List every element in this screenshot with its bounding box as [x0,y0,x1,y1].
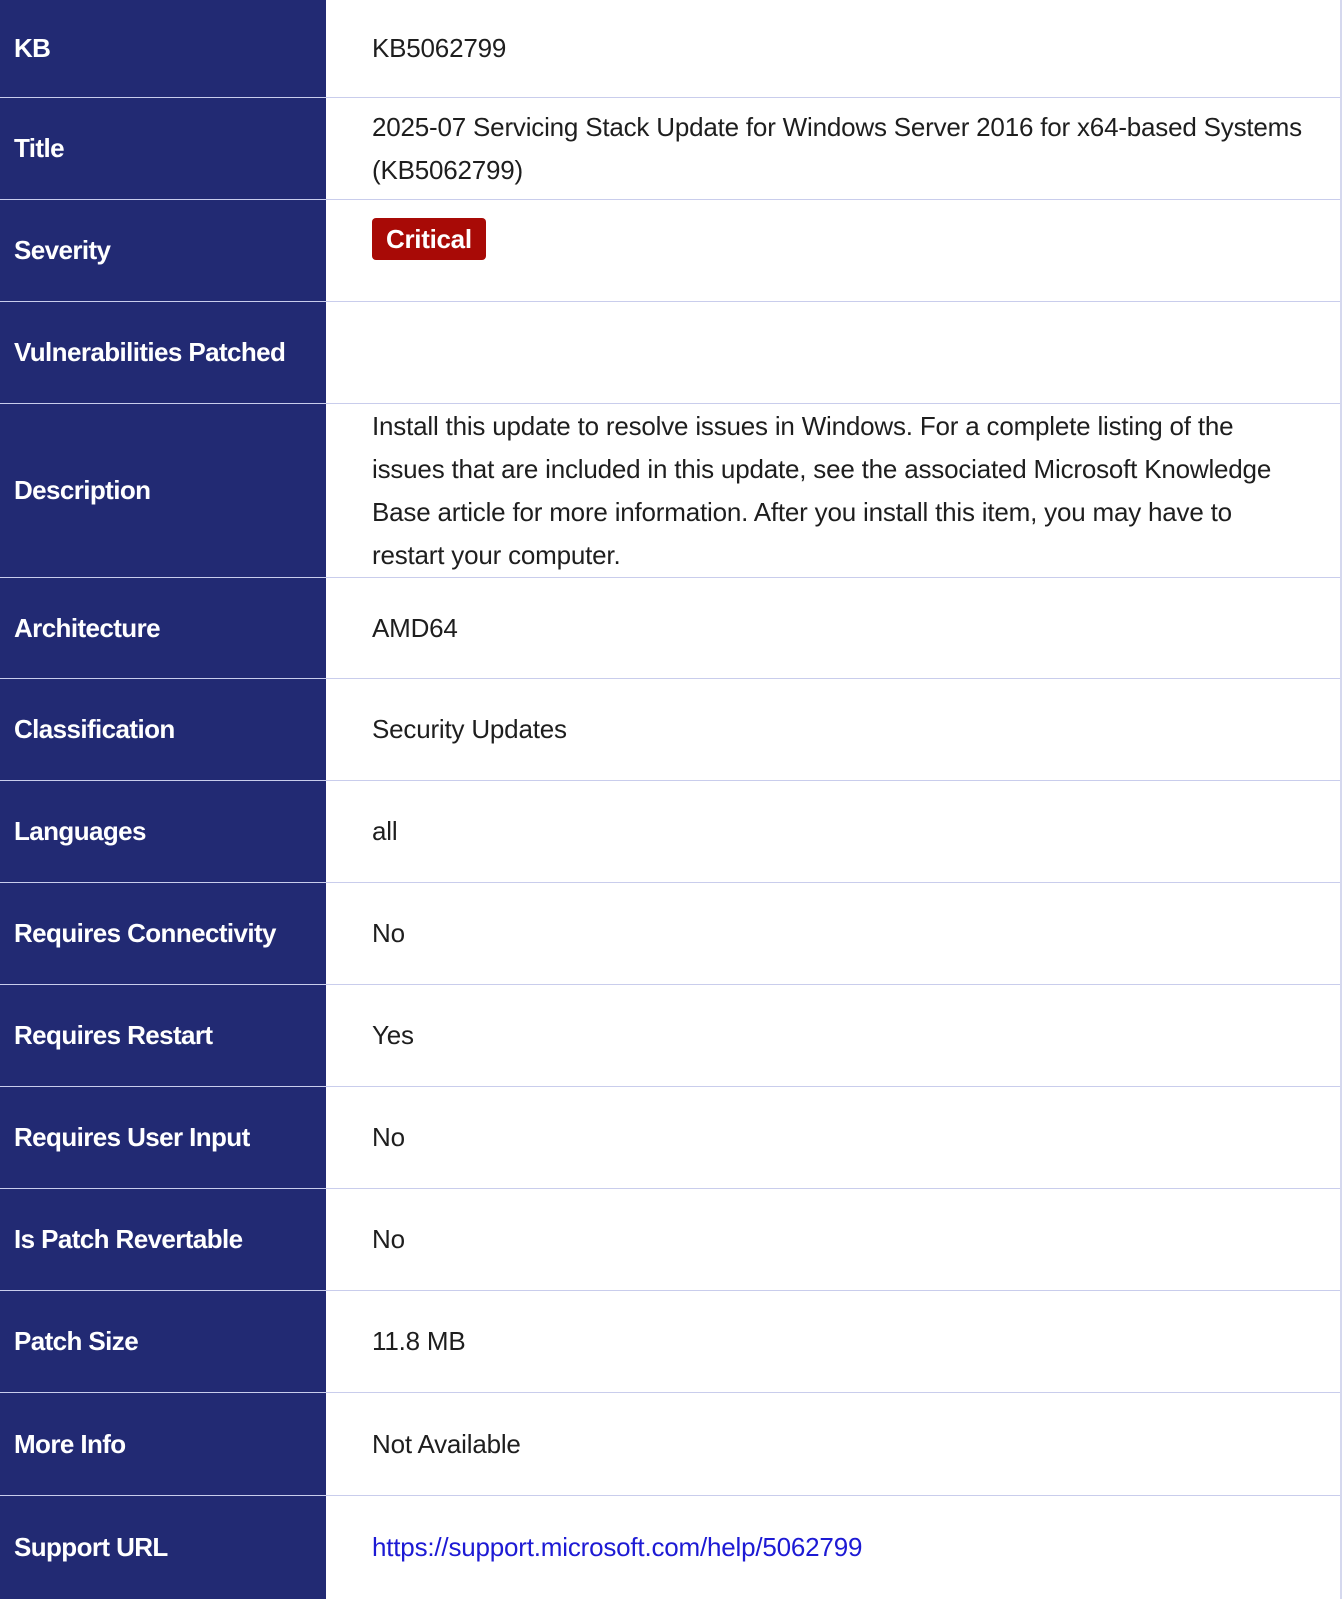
row-architecture [0,578,1340,679]
row-classification [0,679,1340,781]
row-value: Security Updates [372,714,567,744]
row-label: Vulnerabilities Patched [0,302,328,403]
row-value: 2025-07 Servicing Stack Update for Windows Server 2016 for x64-based Systems (KB5062799) [372,111,1302,185]
row-label: Severity [0,200,328,301]
severity-badge: Critical [372,218,486,260]
row-label: Requires User Input [0,1087,328,1188]
support-url-link[interactable]: https://support.microsoft.com/help/5062799 [372,1532,863,1562]
row-value: KB5062799 [372,33,507,63]
row-more-info [0,1393,1340,1496]
row-label: Requires Restart [0,985,328,1086]
row-label: Requires Connectivity [0,883,328,984]
row-patch-size [0,1291,1340,1393]
row-requires-restart [0,985,1340,1087]
row-value: all [372,816,398,846]
row-languages [0,781,1340,883]
row-label: Architecture [0,578,328,678]
row-label: Classification [0,679,328,780]
row-requires-user-input [0,1087,1340,1189]
row-value [328,200,1340,301]
row-label: Patch Size [0,1291,328,1392]
row-label: Description [0,404,328,577]
row-value: Not Available [372,1428,521,1459]
row-requires-connectivity [0,883,1340,985]
row-support-url [0,1496,1340,1599]
row-value [328,1496,1340,1599]
row-label: KB [0,0,328,97]
row-label: Support URL [0,1496,328,1599]
row-value: AMD64 [372,612,458,643]
row-value [328,302,1340,403]
row-description [0,404,1340,578]
row-severity [0,200,1340,302]
row-title [0,98,1340,200]
row-value: Install this update to resolve issues in Windows. For a complete listing of the issues that are included in this update, see the associated Microsoft Knowledge Base article for more information. After you install this item, you may have to restart your computer. [372,410,1272,570]
row-label: Is Patch Revertable [0,1189,328,1290]
row-vulnerabilities-patched [0,302,1340,404]
row-value: No [372,1224,405,1254]
row-label: Title [0,98,328,199]
row-value: No [372,1122,405,1152]
row-label: Languages [0,781,328,882]
row-value: Yes [372,1020,414,1050]
row-value: 11.8 MB [372,1326,466,1356]
row-label: More Info [0,1393,328,1495]
row-is-patch-revertable [0,1189,1340,1291]
row-kb [0,0,1340,98]
row-value: No [372,918,405,948]
